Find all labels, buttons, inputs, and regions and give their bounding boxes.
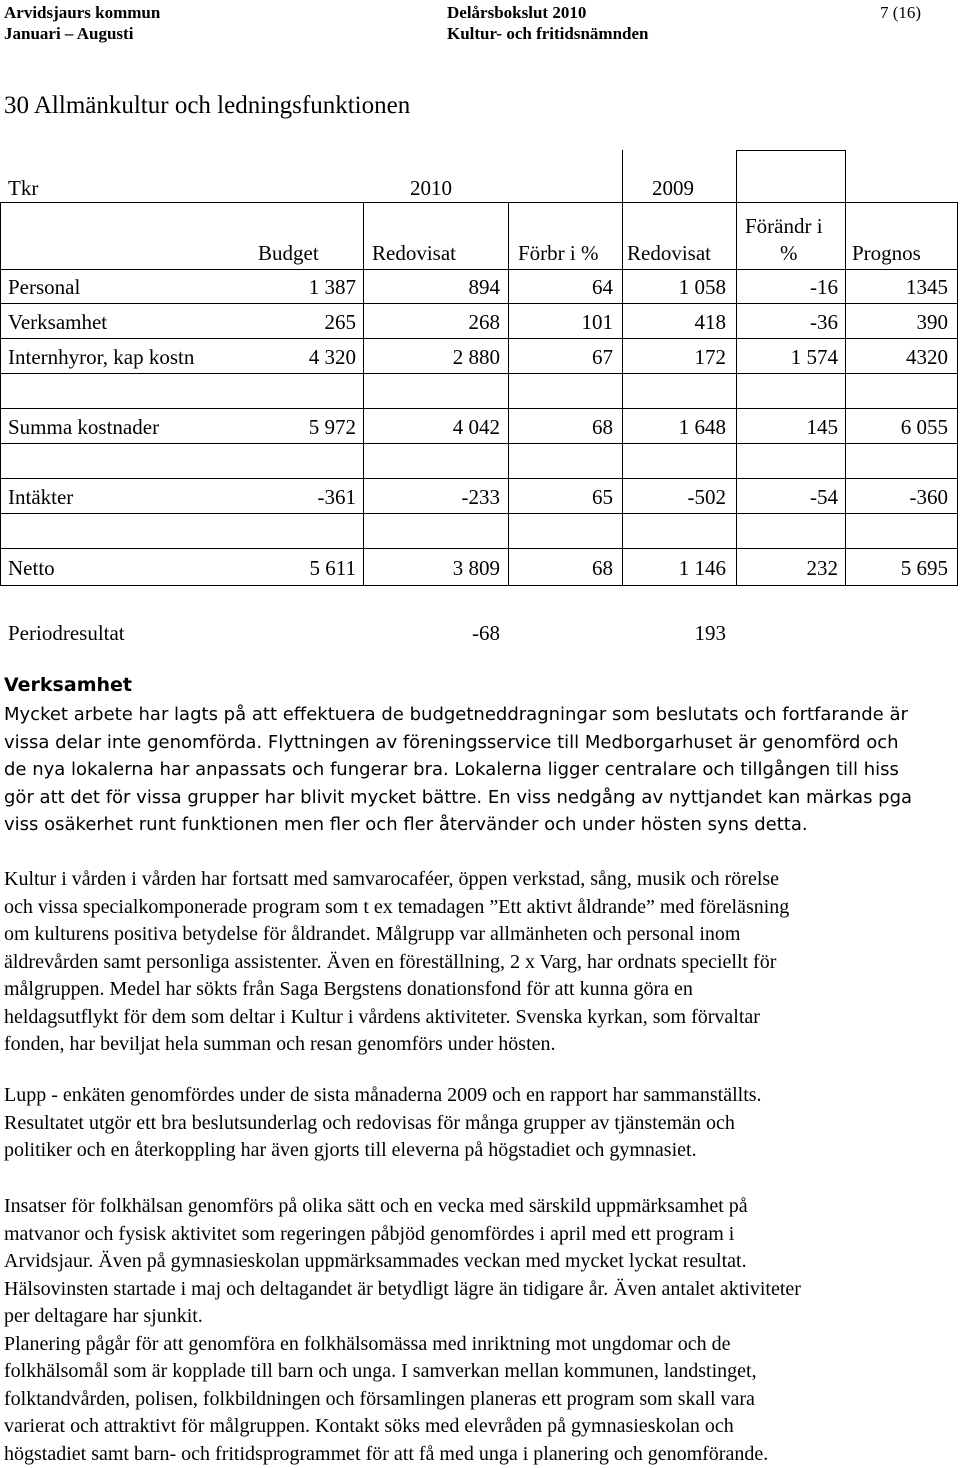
header-org: Arvidsjaurs kommun bbox=[4, 3, 161, 22]
year-2009: 2009 bbox=[652, 176, 694, 200]
col-forandr: Förändr i bbox=[745, 214, 823, 238]
paragraph-kultur-i-varden: Kultur i vården i vården har fortsatt med samvarocaféer, öppen verkstad, sång, musik och rörelse och vissa specialkomponerade program som t ex temadagen ”Ett aktivt åldrande” med föreläsning om kulturens positiva betydelse för åldrandet. Målgrupp var allmänheten och personal inom äldrevården samt personliga assistenter. Även en föreställning, 2 x Varg, har ordnats speciellt för målgruppen. Medel har sökts från Saga Bergstens donationsfond för att kunna göra en heldagsutflykt för dem som deltar i Kultur i vårdens aktiviteter. Svenska kyrkan, som förvaltar fonden, har beviljat hela summan och resan genomförs under hösten. bbox=[4, 868, 790, 1055]
table-unit: Tkr bbox=[8, 176, 39, 200]
header-committee: Kultur- och fritidsnämnden bbox=[447, 24, 649, 43]
paragraph-verksamhet: Mycket arbete har lagts på att effektuera de budgetneddragningar som beslutats och fortfarande är vissa delar inte genomförda. Flyttningen av föreningsservice till Medborgarhuset är genomförd och de nya lokalerna har anpassats och fungerar bra. Lokalerna ligger centralare och tillgången till hiss gör att det för vissa grupper har blivit mycket bättre. En viss nedgång av nyttjandet kan märkas pga viss osäkerhet runt funktionen men fler och fler återvänder och under hösten syns detta. bbox=[4, 704, 913, 835]
page-title: 30 Allmänkultur och ledningsfunktionen bbox=[4, 92, 411, 119]
col-forbr: Förbr i % bbox=[518, 241, 599, 265]
year-2010: 2010 bbox=[410, 176, 452, 200]
header-period: Januari – Augusti bbox=[4, 24, 134, 43]
paragraph-lupp: Lupp - enkäten genomfördes under de sista månaderna 2009 och en rapport har sammanställts. Resultatet utgör ett bra beslutsunderlag och redovisas för många grupper av tjänstemän och politiker och en återkoppling har även gjorts till eleverna på högstadiet och gymnasiet. bbox=[4, 1084, 762, 1161]
col-budget: Budget bbox=[258, 241, 319, 265]
col-redovisat-2009: Redovisat bbox=[627, 241, 711, 265]
header-report: Delårsbokslut 2010 bbox=[447, 3, 587, 22]
section-heading: Verksamhet bbox=[4, 674, 132, 696]
header-page-number: 7 (16) bbox=[880, 3, 922, 22]
col-redovisat: Redovisat bbox=[372, 241, 456, 265]
col-prognos: Prognos bbox=[852, 241, 921, 265]
paragraph-folkhalsa: Insatser för folkhälsan genomförs på olika sätt och en vecka med särskild uppmärksamhet på matvanor och fysisk aktivitet som regeringen påbjöd genomfördes i april med ett program i Arvidsjaur. Även på gymnasieskolan uppmärksammades veckan med mycket lyckat resultat. Hälsovinsten startade i maj och deltagandet är betydligt lägre än tidigare år. Även antalet aktiviteter per deltagare har sjunkit. Planering pågår för att genomföra en folkhälsomässa med inriktning mot ungdomar och de folkhälsomål som är kopplade till barn och unga. I samverkan mellan kommunen, landstinget, folktandvården, polisen, folkbildningen och församlingen planeras ett program som skall vara varierat och attraktivt för målgruppen. Kontakt söks med elevråden på gymnasieskolan och högstadiet samt barn- och fritidsprogrammet för att få med unga i planering och genomförande. bbox=[4, 1195, 801, 1465]
